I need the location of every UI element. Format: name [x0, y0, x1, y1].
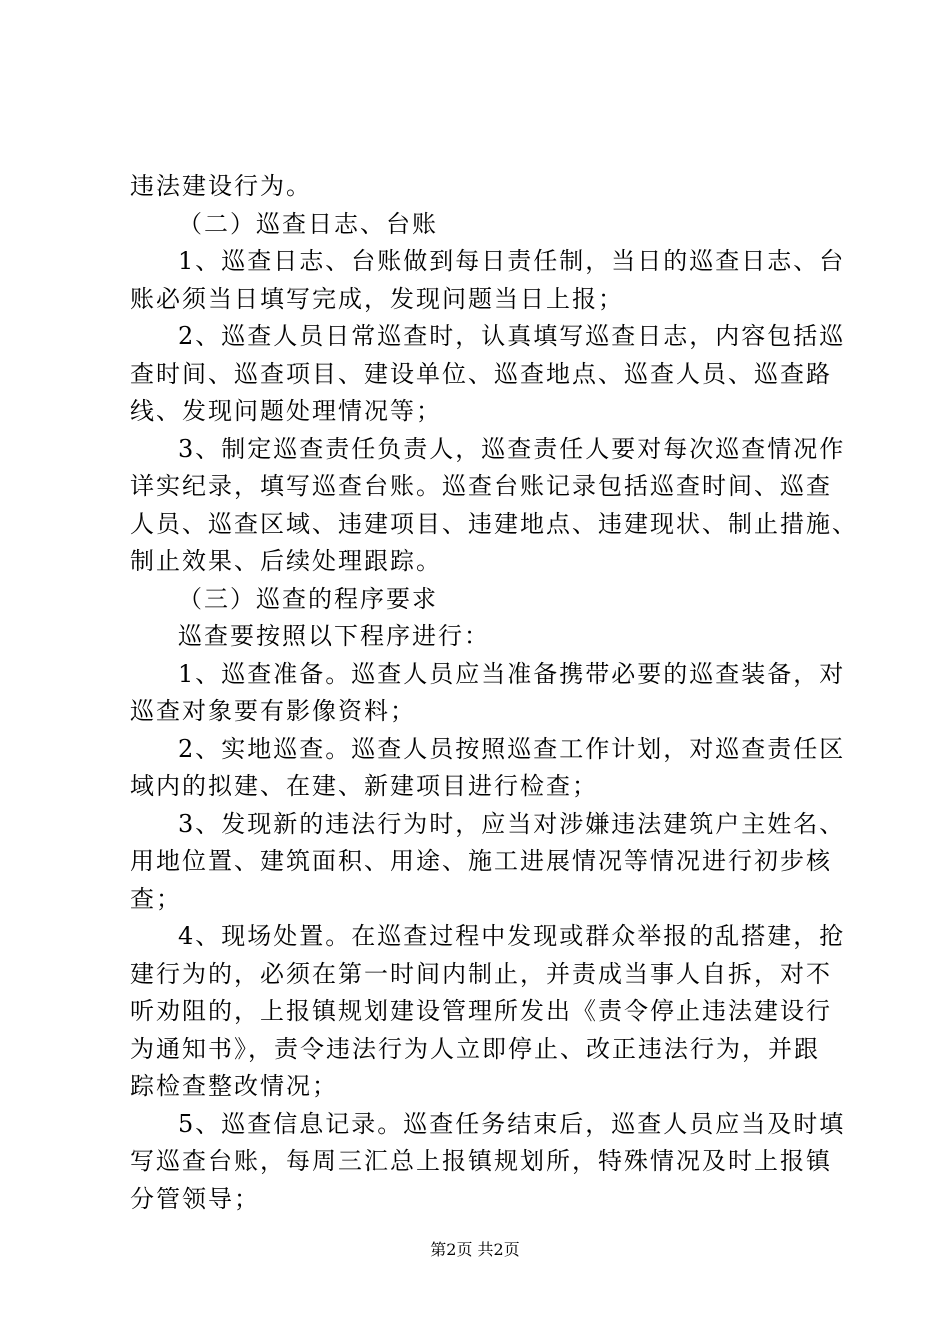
text-line: 线、发现问题处理情况等； — [130, 397, 442, 425]
text-line: 3、发现新的违法行为时，应当对涉嫌违法建筑户主姓名、 — [178, 809, 846, 838]
text-line: 查； — [130, 884, 182, 913]
text-line: 写巡查台账，每周三汇总上报镇规划所，特殊情况及时上报镇 — [130, 1147, 832, 1175]
text-line: 巡查对象要有影像资料； — [130, 697, 416, 725]
text-line: 听劝阻的，上报镇规划建设管理所发出《责令停止违法建设行 — [130, 997, 832, 1025]
text-line: 4、现场处置。在巡查过程中发现或群众举报的乱搭建，抢 — [178, 922, 846, 950]
text-line: 3、制定巡查责任负责人，巡查责任人要对每次巡查情况作 — [178, 434, 846, 463]
text-line: 2、巡查人员日常巡查时，认真填写巡查日志，内容包括巡 — [178, 322, 846, 350]
text-line: 5、巡查信息记录。巡查任务结束后，巡查人员应当及时填 — [178, 1109, 846, 1138]
text-line: （二）巡查日志、台账 — [178, 209, 438, 238]
text-line: 1、巡查准备。巡查人员应当准备携带必要的巡查装备，对 — [178, 659, 846, 688]
text-line: 踪检查整改情况； — [130, 1072, 338, 1100]
text-line: 违法建设行为。 — [130, 172, 312, 200]
text-line: 制止效果、后续处理跟踪。 — [130, 547, 442, 575]
text-line: 账必须当日填写完成，发现问题当日上报； — [130, 284, 624, 313]
page-footer: 第2页 共2页 — [430, 1240, 520, 1259]
text-line: 2、实地巡查。巡查人员按照巡查工作计划，对巡查责任区 — [178, 734, 846, 763]
document-body — [130, 168, 858, 1218]
text-line: 分管领导； — [130, 1184, 260, 1213]
text-line: 巡查要按照以下程序进行： — [178, 622, 490, 650]
text-line: 用地位置、建筑面积、用途、施工进展情况等情况进行初步核 — [130, 847, 832, 875]
text-line: 人员、巡查区域、违建项目、违建地点、违建现状、制止措施、 — [130, 509, 858, 538]
text-line: 域内的拟建、在建、新建项目进行检查； — [130, 772, 598, 800]
text-line: （三）巡查的程序要求 — [178, 584, 438, 613]
text-line: 查时间、巡查项目、建设单位、巡查地点、巡查人员、巡查路 — [130, 359, 832, 388]
text-line: 详实纪录，填写巡查台账。巡查台账记录包括巡查时间、巡查 — [130, 472, 832, 500]
text-line: 建行为的，必须在第一时间内制止，并责成当事人自拆，对不 — [130, 959, 832, 988]
text-line: 为通知书》，责令违法行为人立即停止、改正违法行为，并跟 — [130, 1034, 820, 1063]
text-line: 1、巡查日志、台账做到每日责任制，当日的巡查日志、台 — [178, 247, 846, 275]
